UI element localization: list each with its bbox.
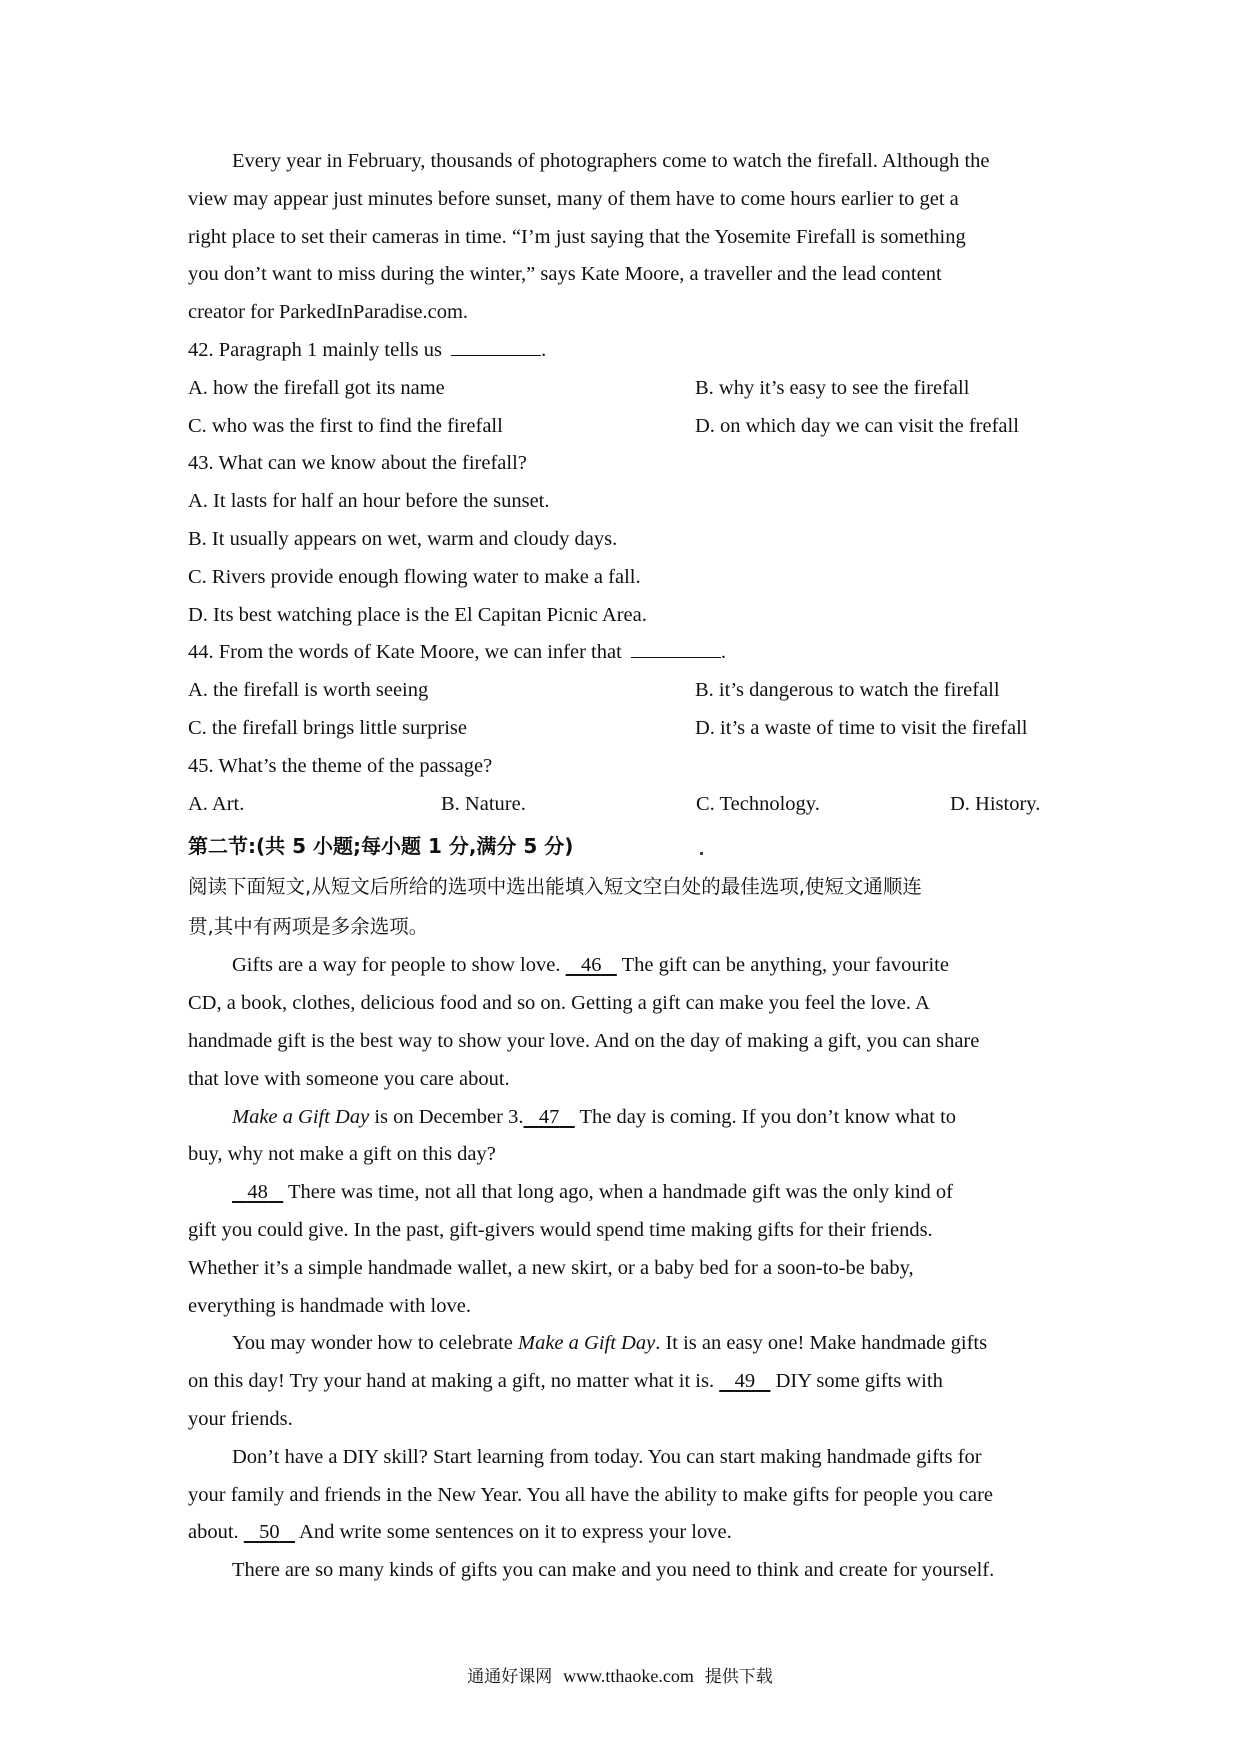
option-b: B. why it’s easy to see the firefall xyxy=(695,376,970,399)
option-a: A. Art. xyxy=(188,792,245,815)
passage-line: your friends. xyxy=(188,1407,293,1430)
punctuation: . xyxy=(541,338,547,361)
question-45-options xyxy=(188,786,1058,824)
answer-blank xyxy=(631,635,721,658)
blank-number: 46 xyxy=(580,954,602,977)
passage-line xyxy=(188,1174,1058,1212)
blank-48 xyxy=(232,1174,283,1212)
passage-line xyxy=(188,1325,1058,1363)
page-content xyxy=(188,143,1058,1590)
passage-text: And write some sentences on it to express your love. xyxy=(299,1521,732,1544)
question-42-options xyxy=(188,370,1058,408)
passage-text: about. xyxy=(188,1521,239,1544)
passage-line: your family and friends in the New Year. You all have the ability to make gifts for people you care xyxy=(188,1483,994,1506)
passage-line xyxy=(188,947,1058,985)
event-name: Make a Gift Day xyxy=(232,1105,370,1128)
question-43-stem: 43. What can we know about the firefall? xyxy=(188,452,527,475)
passage-line: right place to set their cameras in time. “I’m just saying that the Yosemite Firefall is something xyxy=(188,225,966,248)
answer-blank xyxy=(451,333,541,356)
option-b: B. Nature. xyxy=(441,792,526,815)
blank-number: 49 xyxy=(734,1370,756,1393)
option-a: A. It lasts for half an hour before the sunset. xyxy=(188,490,550,513)
passage-line: Every year in February, thousands of photographers come to watch the firefall. Although the xyxy=(232,150,990,172)
stray-mark xyxy=(700,852,703,855)
passage-line: handmade gift is the best way to show your love. And on the day of making a gift, you can share xyxy=(188,1029,980,1052)
passage-line: There are so many kinds of gifts you can make and you need to think and create for yourself. xyxy=(232,1559,995,1582)
question-text: 44. From the words of Kate Moore, we can infer that xyxy=(188,641,622,664)
passage-line: that love with someone you care about. xyxy=(188,1067,510,1090)
option-c: C. Technology. xyxy=(696,792,820,815)
passage-text: DIY some gifts with xyxy=(775,1370,943,1393)
option-c: C. Rivers provide enough flowing water to make a fall. xyxy=(188,565,641,588)
passage-line xyxy=(188,1099,1058,1137)
passage-line: gift you could give. In the past, gift-givers would spend time making gifts for their friends. xyxy=(188,1218,933,1241)
passage-text: There was time, not all that long ago, when a handmade gift was the only kind of xyxy=(288,1181,953,1204)
instructions-line: 贯,其中有两项是多余选项。 xyxy=(188,915,429,939)
question-text: 42. Paragraph 1 mainly tells us xyxy=(188,338,442,361)
footer-note: 提供下载 xyxy=(704,1667,773,1687)
footer-brand: 通通好课网 xyxy=(467,1667,553,1687)
question-44-options xyxy=(188,672,1058,710)
option-a: A. the firefall is worth seeing xyxy=(188,679,429,702)
passage-line xyxy=(188,1363,1058,1401)
option-d: D. History. xyxy=(950,792,1041,815)
passage-text: . It is an easy one! Make handmade gifts xyxy=(655,1332,988,1355)
question-44-stem xyxy=(188,634,1058,672)
passage-line: everything is handmade with love. xyxy=(188,1294,471,1317)
question-42-stem xyxy=(188,332,1058,370)
blank-number: 47 xyxy=(538,1105,560,1128)
footer-website: www.tthaoke.com xyxy=(563,1666,694,1686)
passage-text: The day is coming. If you don’t know what to xyxy=(579,1105,957,1128)
instructions-line: 阅读下面短文,从短文后所给的选项中选出能填入短文空白处的最佳选项,使短文通顺连 xyxy=(188,875,922,899)
question-45-stem: 45. What’s the theme of the passage? xyxy=(188,754,493,777)
passage-line: you don’t want to miss during the winter,” says Kate Moore, a traveller and the lead content xyxy=(188,263,942,286)
option-a: A. how the firefall got its name xyxy=(188,376,445,399)
blank-50 xyxy=(244,1514,295,1552)
question-44-options xyxy=(188,710,1058,748)
section-heading: 第二节:(共 5 小题;每小题 1 分,满分 5 分) xyxy=(188,834,574,859)
option-d: D. on which day we can visit the frefall xyxy=(695,414,1019,437)
passage-line: buy, why not make a gift on this day? xyxy=(188,1143,496,1166)
blank-49 xyxy=(719,1363,770,1401)
passage-text: You may wonder how to celebrate xyxy=(232,1332,513,1355)
question-42-options xyxy=(188,408,1058,446)
option-d: D. Its best watching place is the El Capitan Picnic Area. xyxy=(188,603,647,626)
passage-line: Whether it’s a simple handmade wallet, a new skirt, or a baby bed for a soon-to-be baby, xyxy=(188,1256,914,1279)
option-b: B. It usually appears on wet, warm and cloudy days. xyxy=(188,527,618,550)
blank-46 xyxy=(566,947,617,985)
blank-number: 48 xyxy=(247,1181,268,1204)
passage-text: Gifts are a way for people to show love. xyxy=(232,954,561,977)
passage-line: CD, a book, clothes, delicious food and so on. Getting a gift can make you feel the love. A xyxy=(188,992,930,1015)
passage-line xyxy=(188,1514,1058,1552)
option-c: C. the firefall brings little surprise xyxy=(188,716,467,739)
passage-text: on this day! Try your hand at making a gift, no matter what it is. xyxy=(188,1370,715,1393)
option-c: C. who was the first to find the firefall xyxy=(188,414,503,437)
passage-line: view may appear just minutes before sunset, many of them have to come hours earlier to get a xyxy=(188,187,959,210)
event-name: Make a Gift Day xyxy=(518,1332,656,1355)
punctuation: . xyxy=(720,641,727,664)
passage-text: is on December 3. xyxy=(374,1105,524,1128)
option-d: D. it’s a waste of time to visit the firefall xyxy=(695,716,1028,739)
passage-line: creator for ParkedInParadise.com. xyxy=(188,301,469,324)
passage-text: The gift can be anything, your favourite xyxy=(621,954,949,977)
option-b: B. it’s dangerous to watch the firefall xyxy=(695,679,1000,702)
page-footer xyxy=(0,1662,1240,1687)
passage-line: Don’t have a DIY skill? Start learning from today. You can start making handmade gifts for xyxy=(232,1445,982,1468)
blank-number: 50 xyxy=(259,1521,280,1544)
blank-47 xyxy=(523,1099,574,1137)
